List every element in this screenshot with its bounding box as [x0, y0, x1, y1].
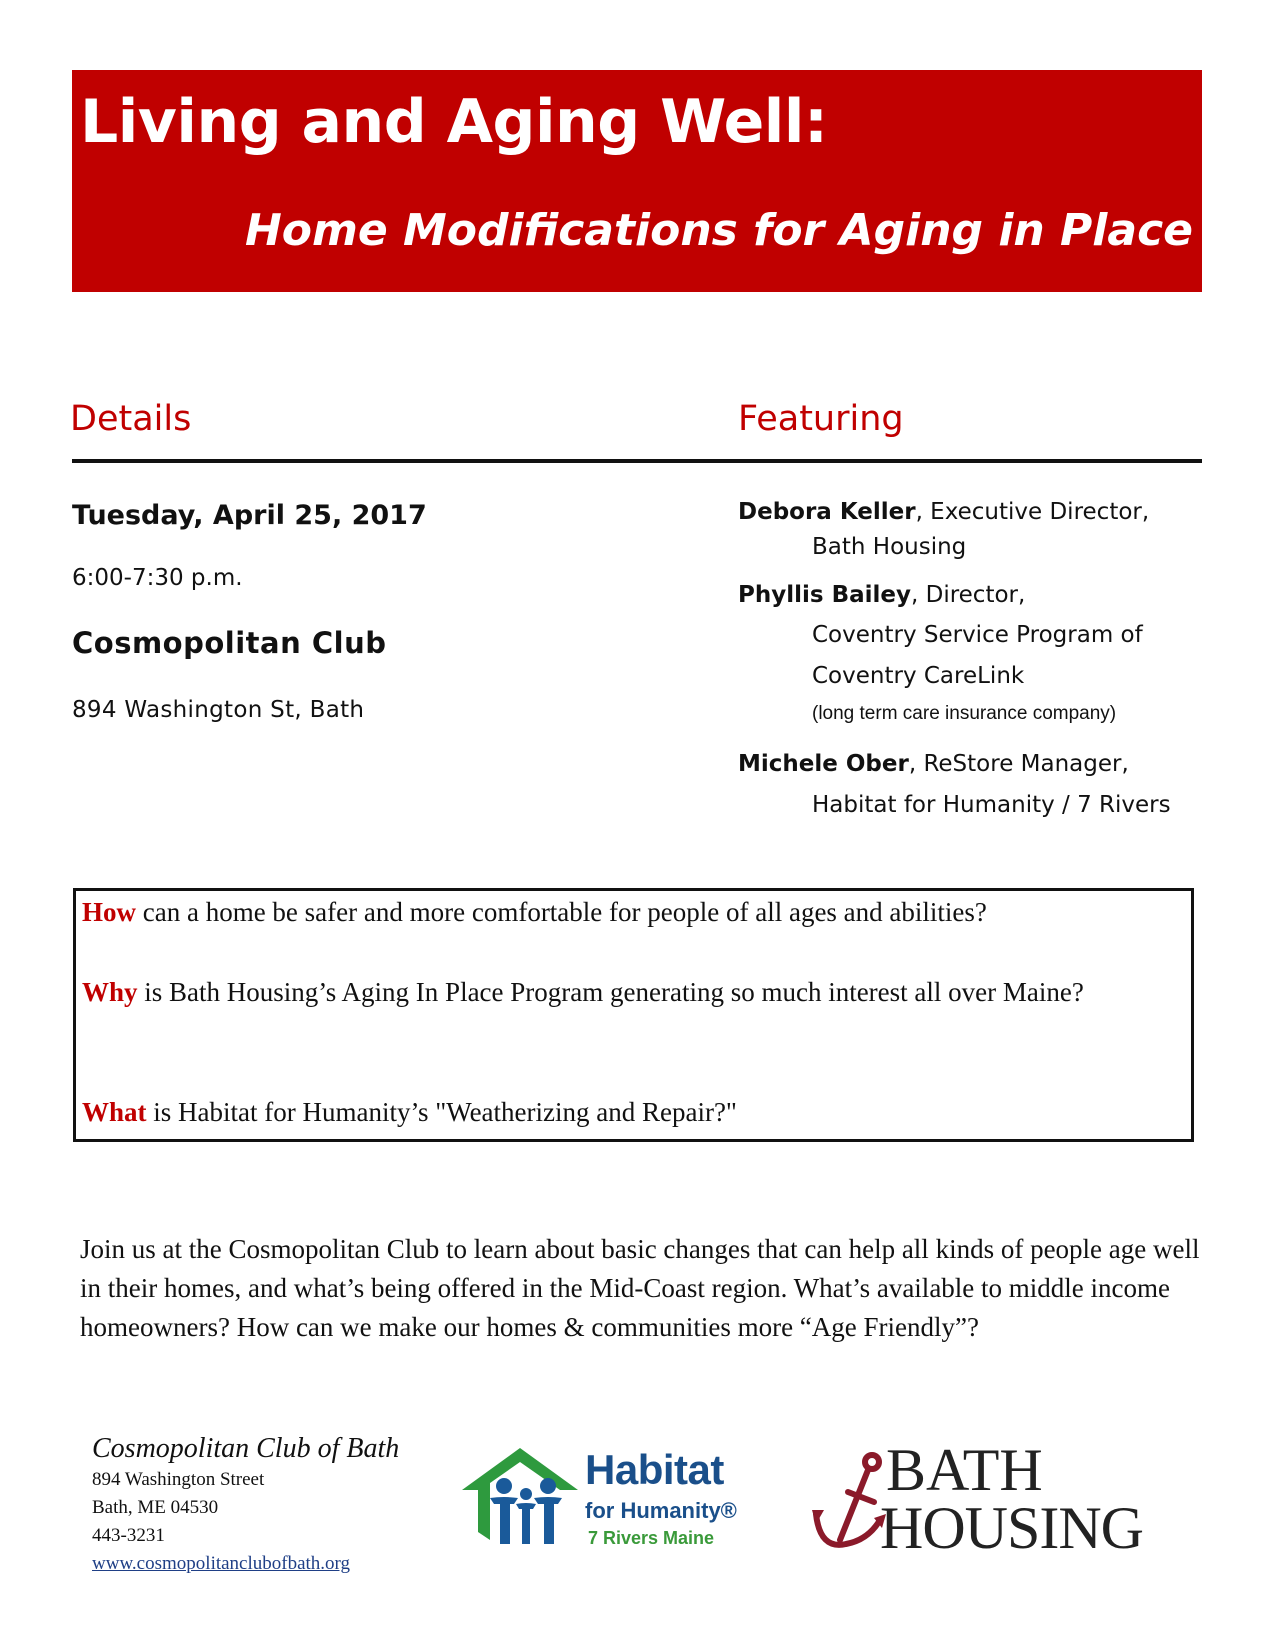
speaker-role: , Executive Director, [915, 499, 1150, 525]
bath-housing-line1: BATH [886, 1437, 1043, 1503]
speaker-3 [738, 751, 1129, 779]
event-time: 6:00-7:30 p.m. [72, 565, 243, 591]
question-keyword: How [82, 897, 136, 927]
question-how [82, 893, 1182, 932]
question-why [82, 973, 1172, 1012]
speaker-2 [738, 582, 1025, 610]
speaker-org: Coventry CareLink [812, 663, 1025, 689]
habitat-roof [462, 1448, 578, 1490]
cosmo-club-street: 894 Washington Street [92, 1469, 265, 1490]
event-date: Tuesday, April 25, 2017 [72, 500, 427, 531]
question-text: can a home be safer and more comfortable for people of all ages and abilities? [136, 897, 987, 927]
speaker-note: (long term care insurance company) [812, 703, 1117, 724]
section-divider [72, 459, 1202, 463]
cosmo-club-name: Cosmopolitan Club of Bath [92, 1433, 400, 1464]
speaker-org: Coventry Service Program of [812, 622, 1143, 648]
question-what [82, 1093, 1182, 1132]
speaker-role: , Director, [910, 582, 1026, 608]
habitat-name: Habitat [585, 1446, 724, 1493]
habitat-figures [490, 1478, 562, 1544]
page-subtitle: Home Modifications for Aging in Place [244, 205, 1193, 256]
habitat-logo [460, 1440, 760, 1570]
question-keyword: Why [82, 977, 138, 1007]
cosmo-club-website-link[interactable]: www.cosmopolitanclubofbath.org [92, 1553, 351, 1574]
speaker-role: , ReStore Manager, [908, 751, 1129, 777]
bath-housing-line2: HOUSING [880, 1495, 1143, 1561]
habitat-wall [478, 1482, 490, 1540]
event-venue: Cosmopolitan Club [72, 626, 387, 660]
question-keyword: What [82, 1097, 147, 1127]
bath-housing-logo [810, 1437, 1190, 1570]
cosmo-club-contact [92, 1432, 399, 1578]
speaker-org: Habitat for Humanity / 7 Rivers [812, 792, 1171, 818]
speaker-name: Michele Ober [738, 751, 909, 777]
join-paragraph: Join us at the Cosmopolitan Club to learn about basic changes that can help all kinds of people age well in their homes, and what’s being offered in the Mid-Coast region. What’s available to middle income homeowners? How can we make our homes & communities more “Age Friendly”? [80, 1234, 1200, 1342]
habitat-house-icon [460, 1440, 585, 1550]
speaker-name: Debora Keller [738, 499, 916, 525]
habitat-subname: for Humanity® [585, 1498, 737, 1523]
cosmo-club-city: Bath, ME 04530 [92, 1497, 219, 1518]
speaker-name: Phyllis Bailey [738, 582, 911, 608]
question-text: is Habitat for Humanity’s "Weatherizing and Repair?" [146, 1097, 737, 1127]
question-text: is Bath Housing’s Aging In Place Program generating so much interest all over Maine? [137, 977, 1084, 1007]
page-title: Living and Aging Well: [80, 87, 828, 157]
habitat-chapter: 7 Rivers Maine [588, 1528, 715, 1548]
cosmo-club-phone: 443-3231 [92, 1525, 165, 1546]
speaker-1 [738, 499, 1149, 527]
anchor-icon [810, 1440, 890, 1560]
speaker-org: Bath Housing [812, 534, 967, 560]
event-address: 894 Washington St, Bath [72, 697, 365, 723]
featuring-heading: Featuring [738, 399, 904, 439]
details-heading: Details [70, 399, 192, 439]
